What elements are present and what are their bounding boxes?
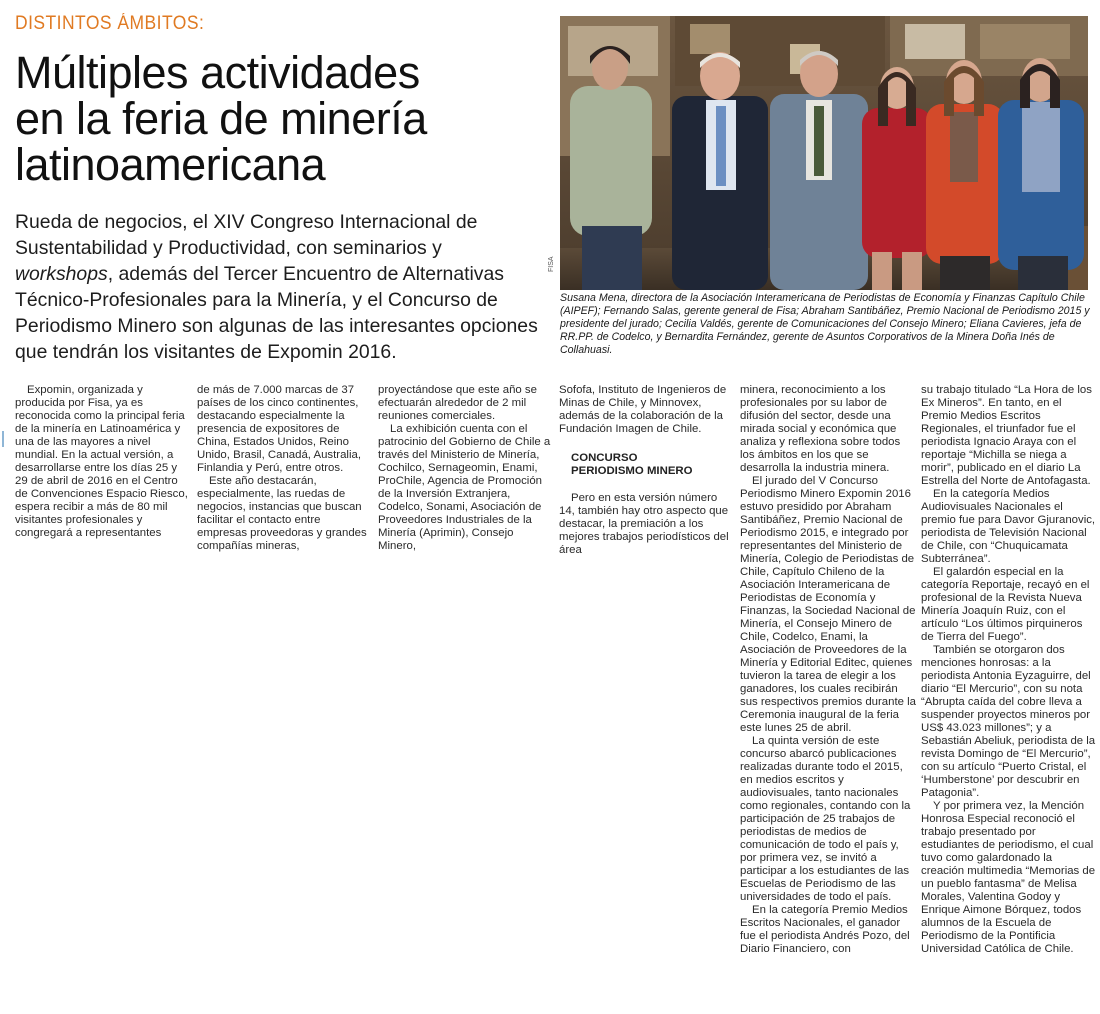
- body-column-3: [378, 384, 554, 553]
- deck-italic: workshops: [15, 263, 108, 285]
- body-paragraph: En la categoría Premio Medios Escritos Nacionales, el ganador fue el periodista Andrés Pozo, del Diario Financiero, con: [740, 904, 910, 955]
- body-paragraph: Expomin, organizada y producida por Fisa, ya es reconocida como la principal feria de la minería en Latinoamérica y una de las mayores a nivel mundial. En la actual versión, a desarrollarse entre los días 25 y 29 de abril de 2016 en el Centro de Convenciones Espacio Riesco, espera recibir a más de 80 mil visitantes profesionales y congregará a representantes: [15, 384, 188, 539]
- headline-line-3: latinoamericana: [15, 139, 326, 190]
- section-label: DISTINTOS ÁMBITOS:: [15, 13, 205, 34]
- body-paragraph: El jurado del V Concurso Periodismo Minero Expomin 2016 estuvo presidido por Abraham Santibáñez, Premio Nacional de Periodismo 2015, e integrado por representantes del Ministerio de Minería, Colegio de Periodistas de Chile, Capítulo Chileno de la Asociación Interamericana de Periodistas de Economía y Finanzas, la Sociedad Nacional de Minería, el Consejo Minero de Chile, Codelco, Enami, la Asociación de Proveedores de la Minería y Editorial Editec, quienes tuvieron la tarea de elegir a los ganadores, los cuales recibirán sus respectivos premios durante la Ceremonia inaugural de la feria este lunes 25 de abril.: [740, 475, 917, 734]
- margin-marker: [2, 431, 4, 447]
- photo-caption: Susana Mena, directora de la Asociación Interamericana de Periodistas de Economía y Finanzas Capítulo Chile (AIPEF); Fernando Salas, gerente general de Fisa; Abraham Santibáñez, Premio Nacional de Periodismo 2015 y presidente del jurado; Cecilia Valdés, gerente de Comunicaciones del Consejo Minero; Eliana Cavieres, jefa de RR.PP. de Codelco, y Bernardita Fernández, gerente de Asuntos Corporativos de la Minera Doña Inés de Collahuasi.: [560, 292, 1090, 356]
- body-paragraph: Este año destacarán, especialmente, las ruedas de negocios, instancias que buscan facilitar el contacto entre empresas proveedoras y grandes compañías mineras,: [197, 475, 367, 552]
- body-paragraph: su trabajo titulado “La Hora de los Ex Mineros”. En tanto, en el Premio Medios Escritos Regionales, el triunfador fue el periodista Ignacio Araya con el reportaje “Michilla se niega a morir”, publicado en el diario La Estrella del Norte de Antofagasta.: [921, 384, 1092, 487]
- body-paragraph: La quinta versión de este concurso abarcó publicaciones realizadas durante todo el 2015, en medios escritos y audiovisuales, tanto nacionales como regionales, contando con la participación de 25 trabajos de periodistas de medios de comunicación de todo el país y, por primera vez, se invitó a participar a los estudiantes de las Escuelas de Periodismo de las universidades de todo el país.: [740, 735, 911, 903]
- body-paragraph: En la categoría Medios Audiovisuales Nacionales el premio fue para Davor Gjuranovic, periodista de Televisión Nacional de Chile, con “Chuquicamata Subterránea”.: [921, 488, 1096, 565]
- deck-text-2: , además del Tercer Encuentro de Alternativas Técnico-Profesionales para la Minería, y el Concurso de Periodismo Minero son algunas de las interesantes opciones que tendrán los visitantes de Expomin 2016.: [15, 263, 538, 363]
- body-paragraph: minera, reconocimiento a los profesionales por su labor de difusión del sector, desde una mirada social y económica que analiza y reflexiona sobre todos los ámbitos en los que se desarrolla la industria minera.: [740, 384, 901, 474]
- group-photo: [560, 16, 1088, 290]
- body-paragraph: proyectándose que este año se efectuarán alrededor de 2 mil reuniones comerciales.: [378, 384, 537, 422]
- body-paragraph: Pero en esta versión número 14, también hay otro aspecto que destacar, la premiación a los mejores trabajos periodísticos del área: [559, 492, 729, 556]
- headline: [15, 47, 535, 190]
- group-photo-illustration: [560, 16, 1088, 290]
- photo-credit: FISA: [548, 256, 555, 272]
- body-paragraph: Y por primera vez, la Mención Honrosa Especial reconoció el trabajo presentado por estudiantes de periodismo, el cual tuvo como galardonado la creación multimedia “Memorias de un pueblo fantasma” de Melisa Morales, Valentina Godoy y Enrique Aimone Bórquez, todos alumnos de la Escuela de Periodismo de la Pontificia Universidad Católica de Chile.: [921, 800, 1096, 955]
- body-paragraph: de más de 7.000 marcas de 37 países de los cinco continentes, destacando especialmente la presencia de expositores de China, Estados Unidos, Reino Unido, Brasil, Canadá, Australia, Finlandia y Perú, entre otros.: [197, 384, 361, 474]
- subhead-line-1: CONCURSO: [571, 452, 638, 464]
- body-column-6: [921, 384, 1097, 956]
- body-paragraph: El galardón especial en la categoría Reportaje, recayó en el profesional de la Revista Nueva Minería Joaquín Ruiz, con el artículo “Los últimos pirquineros de Tierra del Fuego”.: [921, 566, 1090, 643]
- body-paragraph: También se otorgaron dos menciones honrosas: a la periodista Antonia Eyzaguirre, del diario “El Mercurio”, con su nota “Abrupta caída del cobre lleva a suspender proyectos mineros por US$ 43.023 millones”; y a Sebastián Abeliuk, periodista de la revista Domingo de “El Mercurio”, con su artículo “Puerto Cristal, el ‘Humberstone’ por descubrir en Patagonia”.: [921, 644, 1096, 799]
- body-column-2: [197, 384, 373, 553]
- headline-line-1: Múltiples actividades: [15, 47, 420, 98]
- deck-text-1: Rueda de negocios, el XIV Congreso Internacional de Sustentabilidad y Productividad, con seminarios y: [15, 211, 478, 259]
- subhead-line-2: PERIODISMO MINERO: [571, 465, 693, 477]
- body-column-1: [15, 384, 191, 540]
- body-paragraph: La exhibición cuenta con el patrocinio del Gobierno de Chile a través del Ministerio de Minería, Cochilco, Sernageomin, Enami, ProChile, Agencia de Promoción de la Inversión Extranjera, Codelco, Sonami, Asociación de Proveedores Industriales de la Minería (Aprimin), Consejo Minero,: [378, 423, 551, 552]
- body-paragraph: Sofofa, Instituto de Ingenieros de Minas de Chile, y Minnovex, además de la colaboración de la Fundación Imagen de Chile.: [559, 384, 727, 435]
- body-column-5: [740, 384, 916, 956]
- section-subhead: [571, 452, 735, 478]
- body-column-4: [559, 384, 735, 557]
- headline-line-2: en la feria de minería: [15, 93, 427, 144]
- deck-summary: [15, 209, 545, 365]
